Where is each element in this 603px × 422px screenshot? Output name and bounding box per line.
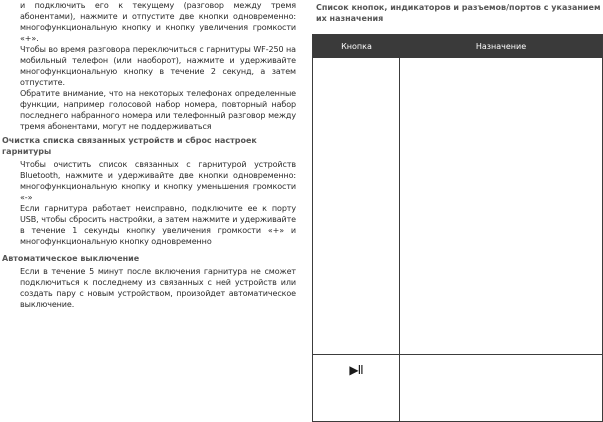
paragraph-switch-device: Чтобы во время разговора переключиться с гарнитуры WF-250 на мобильный телефон (или наоборот), нажмите и удерживайте многофункциональную кнопку в течение 2 секунд, а затем отпустите.: [20, 45, 296, 87]
right-column: [312, 0, 603, 377]
header-button-col: Кнопка: [341, 42, 372, 51]
paragraph-reset: Если гарнитура работает неисправно, подключите ее к порту USB, чтобы сбросить настройки, а затем нажмите и удерживайте в течение 1 секунды кнопку увеличения громкости «+» и многофункциональную кнопку одновременно: [20, 204, 296, 246]
column-divider: [399, 58, 400, 421]
left-column: [0, 0, 296, 310]
play-pause-icon: ▶II: [349, 363, 363, 377]
section-heading-reset: Очистка списка связанных устройств и сброс настроек гарнитуры: [2, 136, 257, 156]
row-divider: [313, 354, 602, 355]
table-header: [313, 35, 602, 58]
section-heading-auto-off: Автоматическое выключение: [2, 254, 140, 263]
table-caption: Список кнопок, индикаторов и разъемов/портов с указанием их назначения: [316, 3, 601, 23]
paragraph-note: Обратите внимание, что на некоторых телефонах определенные функции, например голосовой набор номера, повторный набор последнего набранного номера или телефонный разговор между тремя абонентами, могут не поддерживаться: [20, 89, 296, 131]
paragraph-clear-list: Чтобы очистить список связанных с гарнитурой устройств Bluetooth, нажмите и удерживайте две кнопки одновременно: многофункциональную кнопку и кнопку уменьшения громкости «-»: [20, 160, 296, 202]
buttons-table: [312, 34, 603, 422]
paragraph-three-way-call: и подключить его к текущему (разговор между тремя абонентами), нажмите и отпустите две кнопки одновременно: многофункциональную кнопку и кнопку увеличения громкости «+».: [20, 1, 296, 43]
paragraph-auto-off: Если в течение 5 минут после включения гарнитура не сможет подключиться к последнему из связанных с ней устройств или создать пару с новым устройством, произойдет автоматическое выключение.: [20, 267, 296, 309]
header-purpose-col: Назначение: [475, 42, 527, 51]
